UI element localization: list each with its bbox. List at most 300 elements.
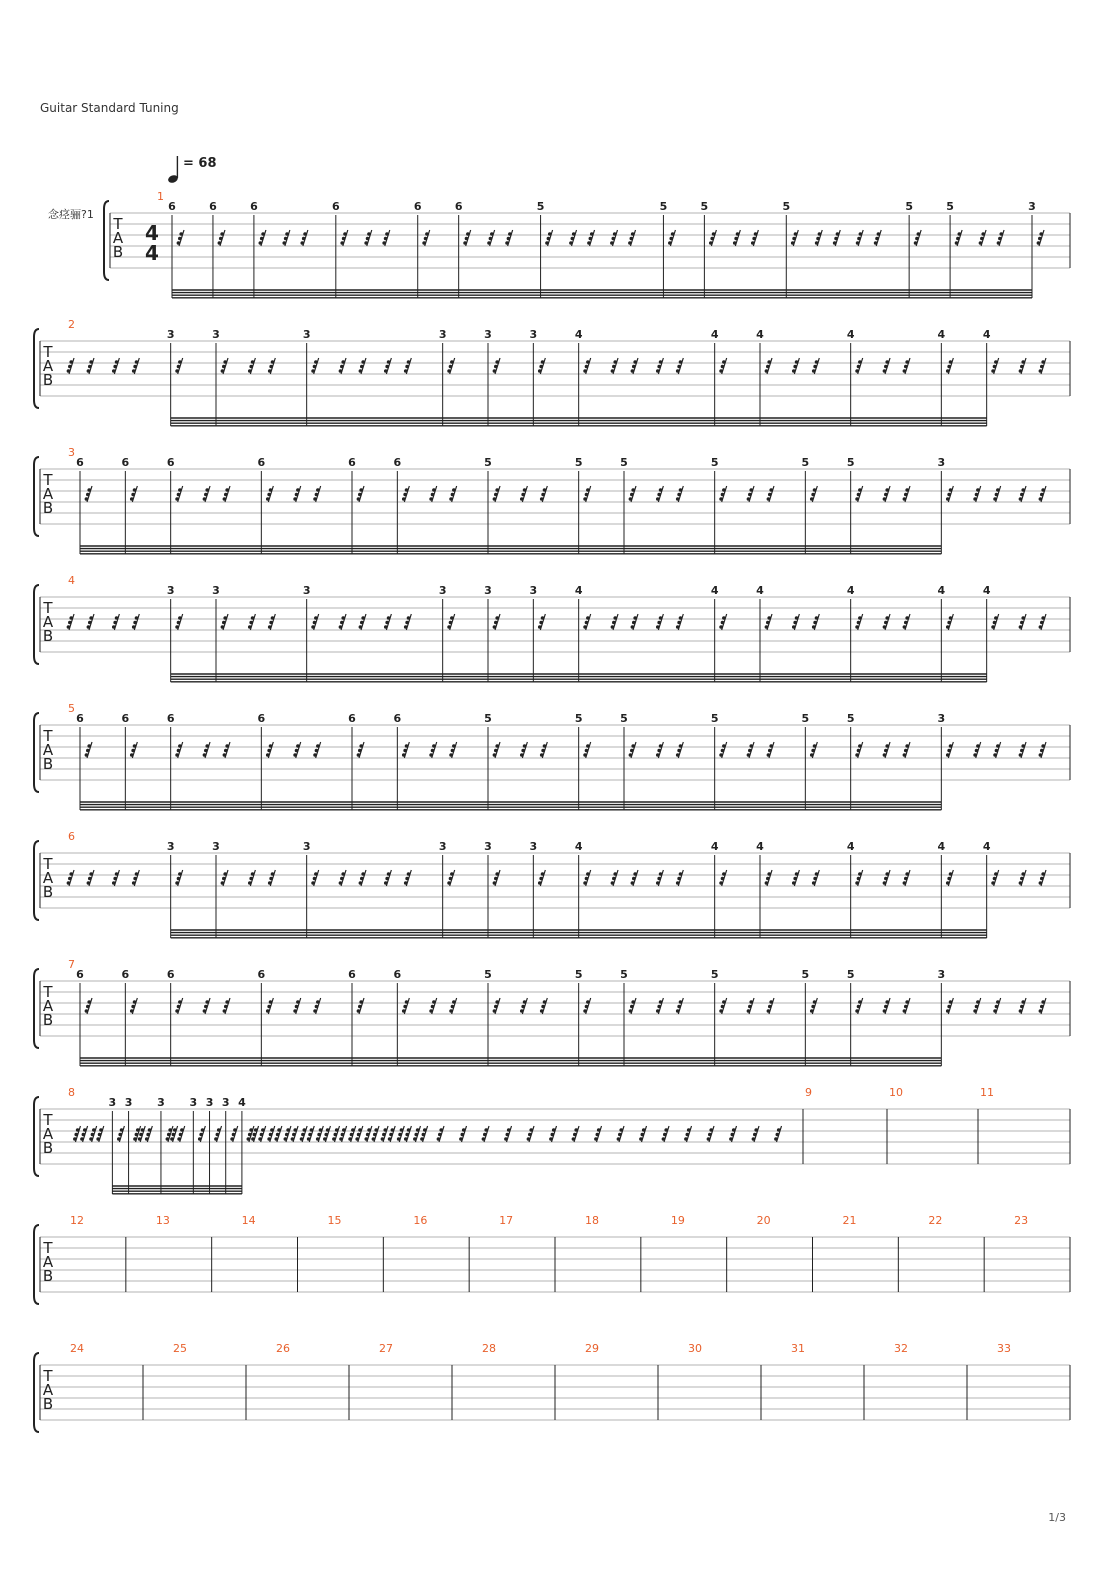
rest-dot bbox=[493, 753, 497, 757]
rest-dot bbox=[858, 488, 862, 492]
rest-dot bbox=[611, 625, 615, 629]
rest-dot bbox=[269, 365, 273, 369]
rest-dot bbox=[407, 872, 411, 876]
bar-number: 20 bbox=[756, 1214, 771, 1227]
rest-dot bbox=[367, 1128, 371, 1132]
rest-dot bbox=[721, 365, 725, 369]
rest-dot bbox=[495, 360, 499, 364]
rest-dot bbox=[856, 241, 860, 245]
rest-dot bbox=[284, 237, 288, 241]
rest-dot bbox=[303, 1128, 307, 1132]
rest-symbol bbox=[729, 1126, 736, 1142]
rest-symbol bbox=[540, 486, 547, 502]
rest-dot bbox=[795, 360, 799, 364]
rest-dot bbox=[994, 616, 998, 620]
rest-symbol bbox=[1019, 742, 1026, 758]
rest-dot bbox=[205, 1000, 209, 1004]
rest-dot bbox=[664, 1128, 668, 1132]
rest-dot bbox=[335, 1128, 339, 1132]
rest-dot bbox=[173, 1128, 177, 1132]
rest-dot bbox=[133, 1000, 137, 1004]
rest-symbol bbox=[404, 870, 411, 886]
rest-dot bbox=[332, 1137, 336, 1141]
rest-dot bbox=[204, 493, 208, 497]
rest-dot bbox=[357, 497, 361, 501]
fret-number: 4 bbox=[756, 328, 764, 341]
rest-dot bbox=[261, 1128, 265, 1132]
rest-symbol bbox=[357, 998, 364, 1014]
rest-dot bbox=[812, 369, 816, 373]
rest-symbol bbox=[810, 486, 817, 502]
fret-number: 5 bbox=[846, 968, 855, 981]
rest-symbol bbox=[883, 358, 890, 374]
rest-dot bbox=[449, 877, 453, 881]
rest-dot bbox=[87, 488, 91, 492]
rest-dot bbox=[404, 369, 408, 373]
rest-dot bbox=[749, 744, 753, 748]
rest-dot bbox=[1039, 1009, 1043, 1013]
fret-number: 3 bbox=[484, 840, 492, 853]
rest-dot bbox=[679, 744, 683, 748]
rest-symbol bbox=[946, 742, 953, 758]
rest-dot bbox=[449, 497, 453, 501]
rest-symbol bbox=[767, 998, 774, 1014]
rest-dot bbox=[135, 1133, 139, 1137]
rest-dot bbox=[976, 1000, 980, 1004]
rest-dot bbox=[313, 1009, 317, 1013]
rest-symbol bbox=[668, 230, 675, 246]
rest-dot bbox=[883, 881, 887, 885]
rest-dot bbox=[1037, 241, 1041, 245]
system-bracket bbox=[34, 1353, 39, 1432]
rest-dot bbox=[388, 1137, 392, 1141]
bar-number: 7 bbox=[68, 958, 75, 971]
rest-dot bbox=[722, 488, 726, 492]
rest-dot bbox=[307, 1137, 311, 1141]
rest-dot bbox=[548, 232, 552, 236]
rest-dot bbox=[574, 1128, 578, 1132]
rest-symbol bbox=[810, 998, 817, 1014]
rest-dot bbox=[425, 232, 429, 236]
rest-symbol bbox=[339, 358, 346, 374]
rest-symbol bbox=[855, 614, 862, 630]
rest-dot bbox=[813, 744, 817, 748]
rest-dot bbox=[341, 1133, 345, 1137]
rest-symbol bbox=[993, 998, 1000, 1014]
bar-number: 9 bbox=[805, 1086, 812, 1099]
rest-dot bbox=[447, 881, 451, 885]
rest-dot bbox=[657, 877, 661, 881]
rest-dot bbox=[225, 1000, 229, 1004]
rest-dot bbox=[885, 744, 889, 748]
rest-symbol bbox=[569, 230, 576, 246]
fret-number: 3 bbox=[212, 584, 220, 597]
rest-dot bbox=[996, 1000, 1000, 1004]
rest-dot bbox=[87, 369, 91, 373]
tab-clef-letter: T bbox=[43, 727, 53, 745]
rest-dot bbox=[361, 872, 365, 876]
rest-dot bbox=[633, 872, 637, 876]
rest-dot bbox=[884, 877, 888, 881]
track-name: 念痉骊?1 bbox=[48, 208, 94, 221]
rest-dot bbox=[358, 1005, 362, 1009]
rest-dot bbox=[994, 872, 998, 876]
rest-dot bbox=[91, 1133, 95, 1137]
rest-dot bbox=[1040, 877, 1044, 881]
rest-dot bbox=[449, 621, 453, 625]
fret-number: 4 bbox=[710, 584, 719, 597]
rest-dot bbox=[267, 749, 271, 753]
rest-symbol bbox=[67, 614, 74, 630]
rest-dot bbox=[874, 241, 878, 245]
rest-dot bbox=[405, 1133, 409, 1137]
rest-symbol bbox=[214, 1126, 221, 1142]
rest-dot bbox=[1041, 616, 1045, 620]
rest-dot bbox=[493, 497, 497, 501]
rest-symbol bbox=[1037, 230, 1044, 246]
rest-dot bbox=[858, 872, 862, 876]
rest-dot bbox=[767, 872, 771, 876]
rest-dot bbox=[975, 1005, 979, 1009]
rest-dot bbox=[1021, 360, 1025, 364]
rest-dot bbox=[271, 872, 275, 876]
rest-dot bbox=[631, 488, 635, 492]
rest-dot bbox=[813, 1000, 817, 1004]
rest-dot bbox=[85, 497, 89, 501]
rest-dot bbox=[521, 493, 525, 497]
rest-symbol bbox=[903, 998, 910, 1014]
rest-dot bbox=[178, 872, 182, 876]
rest-dot bbox=[641, 1133, 645, 1137]
rest-dot bbox=[1019, 369, 1023, 373]
rest-dot bbox=[993, 365, 997, 369]
rest-dot bbox=[218, 241, 222, 245]
bar-number: 27 bbox=[379, 1342, 393, 1355]
rest-dot bbox=[462, 1128, 466, 1132]
rest-symbol bbox=[973, 742, 980, 758]
rest-dot bbox=[450, 872, 454, 876]
bar-number: 33 bbox=[997, 1342, 1011, 1355]
rest-dot bbox=[494, 493, 498, 497]
fret-number: 3 bbox=[212, 328, 220, 341]
rest-dot bbox=[719, 1009, 723, 1013]
rest-symbol bbox=[610, 230, 617, 246]
rest-dot bbox=[87, 881, 91, 885]
rest-symbol bbox=[719, 486, 726, 502]
rest-symbol bbox=[719, 870, 726, 886]
rest-dot bbox=[67, 881, 71, 885]
rest-symbol bbox=[449, 998, 456, 1014]
rest-symbol bbox=[300, 1126, 307, 1142]
tab-clef-letter: B bbox=[42, 499, 54, 517]
rest-dot bbox=[521, 749, 525, 753]
rest-dot bbox=[707, 1137, 711, 1141]
rest-symbol bbox=[656, 998, 663, 1014]
rest-dot bbox=[993, 497, 997, 501]
rest-dot bbox=[449, 365, 453, 369]
rest-dot bbox=[905, 616, 909, 620]
rest-dot bbox=[662, 1137, 666, 1141]
fret-number: 6 bbox=[257, 456, 266, 469]
rest-dot bbox=[815, 616, 819, 620]
rest-symbol bbox=[812, 614, 819, 630]
rest-dot bbox=[904, 493, 908, 497]
fret-number: 5 bbox=[801, 456, 810, 469]
rest-dot bbox=[736, 232, 740, 236]
rest-dot bbox=[1020, 749, 1024, 753]
rest-dot bbox=[431, 749, 435, 753]
rest-dot bbox=[313, 497, 317, 501]
rest-dot bbox=[385, 365, 389, 369]
rest-dot bbox=[447, 369, 451, 373]
rest-dot bbox=[668, 241, 672, 245]
rest-dot bbox=[611, 881, 615, 885]
rest-dot bbox=[955, 241, 959, 245]
rest-dot bbox=[222, 365, 226, 369]
rest-dot bbox=[203, 753, 207, 757]
rest-dot bbox=[632, 877, 636, 881]
rest-symbol bbox=[856, 230, 863, 246]
rest-symbol bbox=[792, 870, 799, 886]
rest-dot bbox=[339, 369, 343, 373]
fret-number: 4 bbox=[574, 328, 583, 341]
rest-dot bbox=[342, 237, 346, 241]
rest-symbol bbox=[282, 230, 289, 246]
rest-dot bbox=[613, 616, 617, 620]
rest-dot bbox=[404, 625, 408, 629]
rest-dot bbox=[404, 1137, 408, 1141]
rest-dot bbox=[317, 1133, 321, 1137]
rest-dot bbox=[947, 749, 951, 753]
rest-dot bbox=[684, 1137, 688, 1141]
rest-dot bbox=[883, 753, 887, 757]
rest-dot bbox=[541, 749, 545, 753]
rest-symbol bbox=[631, 870, 638, 886]
rest-dot bbox=[1039, 369, 1043, 373]
bar-number: 4 bbox=[68, 574, 75, 587]
rest-dot bbox=[748, 1005, 752, 1009]
rest-dot bbox=[1020, 365, 1024, 369]
rest-dot bbox=[248, 881, 252, 885]
rest-symbol bbox=[765, 358, 772, 374]
rest-symbol bbox=[447, 614, 454, 630]
rest-dot bbox=[308, 1133, 312, 1137]
rest-dot bbox=[813, 365, 817, 369]
rest-symbol bbox=[493, 870, 500, 886]
fret-number: 6 bbox=[166, 456, 175, 469]
rest-dot bbox=[975, 493, 979, 497]
rest-dot bbox=[203, 1009, 207, 1013]
rest-dot bbox=[551, 1133, 555, 1137]
fret-number: 5 bbox=[905, 200, 913, 213]
rest-dot bbox=[836, 232, 840, 236]
rest-symbol bbox=[459, 1126, 466, 1142]
rest-dot bbox=[69, 360, 73, 364]
rest-dot bbox=[520, 753, 524, 757]
rest-dot bbox=[267, 493, 271, 497]
fret-number: 4 bbox=[937, 584, 946, 597]
rest-dot bbox=[633, 616, 637, 620]
rest-dot bbox=[813, 488, 817, 492]
rest-dot bbox=[980, 237, 984, 241]
rest-symbol bbox=[973, 486, 980, 502]
rest-symbol bbox=[719, 742, 726, 758]
rest-dot bbox=[251, 616, 255, 620]
rest-symbol bbox=[429, 998, 436, 1014]
rest-dot bbox=[1019, 1009, 1023, 1013]
rest-dot bbox=[855, 1009, 859, 1013]
rest-dot bbox=[69, 872, 73, 876]
rest-dot bbox=[1020, 1005, 1024, 1009]
rest-symbol bbox=[973, 998, 980, 1014]
rest-dot bbox=[204, 1005, 208, 1009]
rest-symbol bbox=[357, 742, 364, 758]
rest-dot bbox=[385, 232, 389, 236]
rest-symbol bbox=[883, 614, 890, 630]
rest-dot bbox=[141, 1128, 145, 1132]
rest-dot bbox=[656, 753, 660, 757]
rest-dot bbox=[903, 753, 907, 757]
rest-symbol bbox=[493, 486, 500, 502]
rest-dot bbox=[341, 616, 345, 620]
fret-number: 3 bbox=[108, 1096, 117, 1109]
rest-symbol bbox=[382, 230, 389, 246]
rest-symbol bbox=[381, 1126, 388, 1142]
rest-dot bbox=[405, 488, 409, 492]
bar-number: 19 bbox=[670, 1214, 685, 1227]
bar-number: 1 bbox=[157, 190, 164, 203]
fret-number: 4 bbox=[756, 584, 764, 597]
rest-dot bbox=[175, 753, 179, 757]
rest-dot bbox=[975, 749, 979, 753]
rest-dot bbox=[679, 488, 683, 492]
rest-symbol bbox=[631, 614, 638, 630]
fret-number: 5 bbox=[946, 200, 954, 213]
rest-dot bbox=[812, 625, 816, 629]
rest-dot bbox=[463, 241, 467, 245]
rest-symbol bbox=[774, 1126, 781, 1142]
rest-dot bbox=[451, 1005, 455, 1009]
fret-number: 3 bbox=[484, 328, 492, 341]
rest-symbol bbox=[527, 1126, 534, 1142]
rest-dot bbox=[903, 625, 907, 629]
rest-symbol bbox=[402, 998, 409, 1014]
rest-dot bbox=[259, 241, 263, 245]
rest-dot bbox=[92, 1128, 96, 1132]
rest-dot bbox=[291, 1137, 295, 1141]
rest-symbol bbox=[505, 230, 512, 246]
rest-dot bbox=[400, 1128, 404, 1132]
bar-number: 8 bbox=[68, 1086, 75, 1099]
rest-dot bbox=[384, 369, 388, 373]
rest-symbol bbox=[87, 614, 94, 630]
rest-dot bbox=[883, 369, 887, 373]
rest-dot bbox=[224, 749, 228, 753]
rest-symbol bbox=[955, 230, 962, 246]
rest-dot bbox=[358, 493, 362, 497]
rest-dot bbox=[431, 493, 435, 497]
rest-dot bbox=[884, 365, 888, 369]
fret-number: 3 bbox=[302, 328, 311, 341]
rest-dot bbox=[431, 1005, 435, 1009]
tab-clef-letter: T bbox=[43, 983, 53, 1001]
rest-symbol bbox=[594, 1126, 601, 1142]
rest-dot bbox=[87, 744, 91, 748]
rest-dot bbox=[857, 493, 861, 497]
rest-dot bbox=[249, 621, 253, 625]
time-signature-top: 4 bbox=[145, 221, 159, 245]
rest-dot bbox=[341, 872, 345, 876]
rest-dot bbox=[269, 1133, 273, 1137]
rest-dot bbox=[339, 881, 343, 885]
rest-dot bbox=[1021, 1000, 1025, 1004]
rest-dot bbox=[677, 877, 681, 881]
rest-dot bbox=[947, 493, 951, 497]
rest-dot bbox=[1019, 625, 1023, 629]
rest-dot bbox=[793, 365, 797, 369]
rest-dot bbox=[540, 497, 544, 501]
rest-dot bbox=[359, 625, 363, 629]
rest-symbol bbox=[130, 742, 137, 758]
rest-dot bbox=[146, 1133, 150, 1137]
rest-dot bbox=[754, 232, 758, 236]
rest-dot bbox=[316, 1137, 320, 1141]
rest-dot bbox=[811, 749, 815, 753]
rest-dot bbox=[224, 493, 228, 497]
bar-number: 13 bbox=[155, 1214, 170, 1227]
fret-number: 3 bbox=[438, 328, 447, 341]
rest-dot bbox=[339, 625, 343, 629]
rest-symbol bbox=[311, 614, 318, 630]
rest-dot bbox=[385, 877, 389, 881]
rest-symbol bbox=[1039, 742, 1046, 758]
rest-symbol bbox=[587, 230, 594, 246]
rest-dot bbox=[539, 621, 543, 625]
rest-dot bbox=[816, 237, 820, 241]
rest-dot bbox=[538, 625, 542, 629]
bar-number: 25 bbox=[173, 1342, 187, 1355]
rest-dot bbox=[269, 1000, 273, 1004]
tab-clef-letter: A bbox=[42, 613, 54, 631]
rest-dot bbox=[1021, 616, 1025, 620]
rest-dot bbox=[132, 881, 136, 885]
tuning-label: Guitar Standard Tuning bbox=[40, 101, 179, 115]
rest-dot bbox=[792, 237, 796, 241]
rest-dot bbox=[594, 1137, 598, 1141]
rest-symbol bbox=[175, 742, 182, 758]
rest-symbol bbox=[170, 1126, 177, 1142]
rest-dot bbox=[451, 493, 455, 497]
fret-number: 3 bbox=[529, 584, 538, 597]
system-bracket bbox=[104, 201, 109, 280]
rest-dot bbox=[545, 241, 549, 245]
fret-number: 3 bbox=[484, 584, 492, 597]
rest-dot bbox=[523, 1000, 527, 1004]
rest-symbol bbox=[1019, 998, 1026, 1014]
rest-dot bbox=[1019, 753, 1023, 757]
rest-symbol bbox=[223, 486, 230, 502]
rest-dot bbox=[232, 1133, 236, 1137]
fret-number: 6 bbox=[76, 456, 84, 469]
rest-dot bbox=[266, 1009, 270, 1013]
rest-dot bbox=[214, 1137, 218, 1141]
system-bracket bbox=[34, 841, 39, 920]
rest-dot bbox=[587, 241, 591, 245]
rest-dot bbox=[373, 1133, 377, 1137]
fret-number: 5 bbox=[710, 712, 719, 725]
rest-dot bbox=[277, 1128, 281, 1132]
rest-dot bbox=[833, 241, 837, 245]
